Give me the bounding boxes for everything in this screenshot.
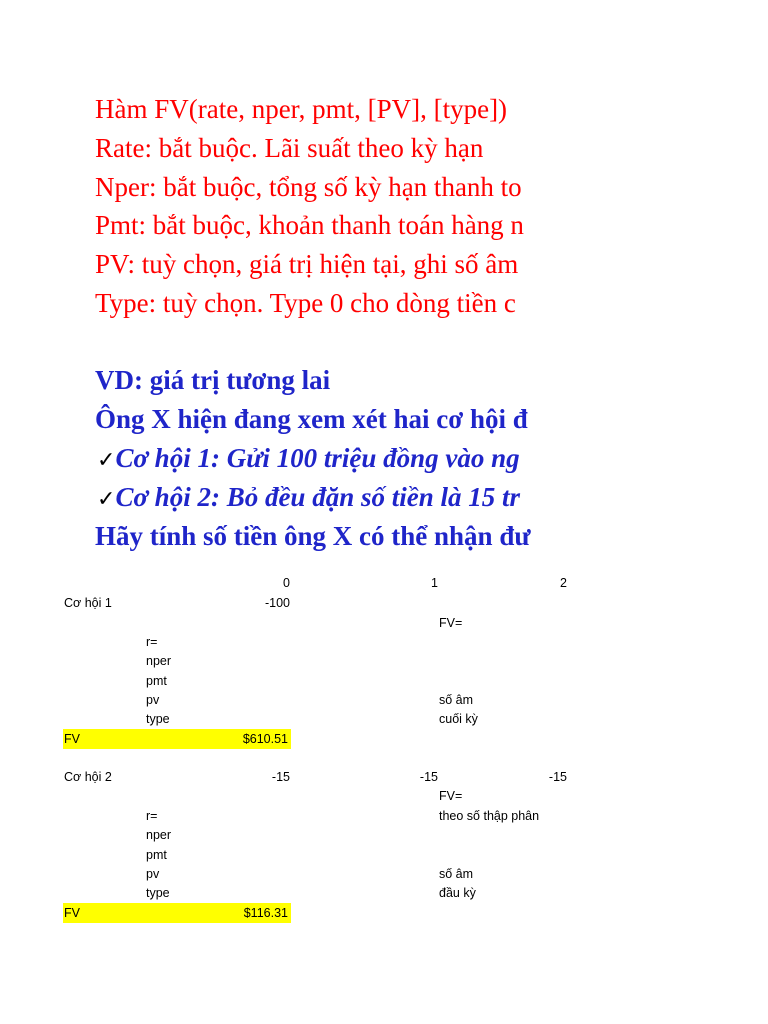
opp1-param-type[interactable]: type	[146, 712, 170, 726]
example-question: Hãy tính số tiền ông X có thể nhận đư	[95, 521, 531, 551]
pmt-description: Pmt: bắt buộc, khoản thanh toán hàng n	[95, 210, 524, 240]
rate-description: Rate: bắt buộc. Lãi suất theo kỳ hạn	[95, 133, 484, 163]
opp2-cashflow-2[interactable]: -15	[548, 770, 567, 784]
opp1-fv-value[interactable]: $610.51	[242, 732, 288, 746]
opp1-note-pv[interactable]: số âm	[439, 693, 474, 707]
opp2-param-nper[interactable]: nper	[146, 828, 172, 842]
nper-description: Nper: bắt buộc, tổng số kỳ hạn thanh to	[95, 172, 522, 202]
opportunity-2-label: Cơ hội 2: Bỏ đều đặn số tiền là 15 tr	[115, 482, 520, 512]
opp2-cashflow-0[interactable]: -15	[271, 770, 290, 784]
opp1-param-nper[interactable]: nper	[146, 654, 172, 668]
opp1-param-pmt[interactable]: pmt	[146, 674, 167, 688]
example-intro: Ông X hiện đang xem xét hai cơ hội đ	[95, 404, 528, 434]
opp2-fv-label[interactable]: FV	[64, 906, 80, 920]
opportunity-1-text	[97, 439, 520, 480]
opp1-cashflow-0[interactable]: -100	[264, 596, 290, 610]
opp2-note-pv[interactable]: số âm	[439, 867, 474, 881]
opp1-param-r[interactable]: r=	[146, 635, 158, 649]
opp2-cashflow-1[interactable]: -15	[419, 770, 438, 784]
opp2-fv-value[interactable]: $116.31	[243, 906, 288, 920]
opp2-row-label[interactable]: Cơ hội 2	[64, 770, 112, 784]
pv-description: PV: tuỳ chọn, giá trị hiện tại, ghi số âm	[95, 249, 519, 279]
opp1-param-pv[interactable]: pv	[146, 693, 160, 707]
opp1-fv-eq[interactable]: FV=	[439, 616, 463, 630]
opportunity-2-text	[97, 478, 520, 519]
opp2-param-r[interactable]: r=	[146, 809, 158, 823]
checkmark-icon: ✓	[97, 448, 116, 473]
opportunity-1-label: Cơ hội 1: Gửi 100 triệu đồng vào ng	[115, 443, 520, 473]
checkmark-icon: ✓	[97, 487, 116, 512]
type-description: Type: tuỳ chọn. Type 0 cho dòng tiền c	[95, 288, 516, 318]
period-header-1[interactable]: 1	[431, 576, 438, 590]
opp1-note-type[interactable]: cuối kỳ	[439, 712, 478, 726]
period-header-0[interactable]: 0	[283, 576, 290, 590]
example-title: VD: giá trị tương lai	[95, 365, 331, 395]
opp2-note-type[interactable]: đầu kỳ	[439, 886, 476, 900]
opp2-fv-eq[interactable]: FV=	[439, 789, 463, 803]
opp1-fv-label[interactable]: FV	[64, 732, 80, 746]
opp2-param-pmt[interactable]: pmt	[146, 848, 167, 862]
opp2-param-pv[interactable]: pv	[146, 867, 160, 881]
opp1-row-label[interactable]: Cơ hội 1	[64, 596, 112, 610]
opp2-note-r[interactable]: theo số thập phân	[439, 809, 540, 823]
period-header-2[interactable]: 2	[560, 576, 567, 590]
fv-syntax-line: Hàm FV(rate, nper, pmt, [PV], [type])	[95, 94, 508, 124]
opp2-param-type[interactable]: type	[146, 886, 170, 900]
